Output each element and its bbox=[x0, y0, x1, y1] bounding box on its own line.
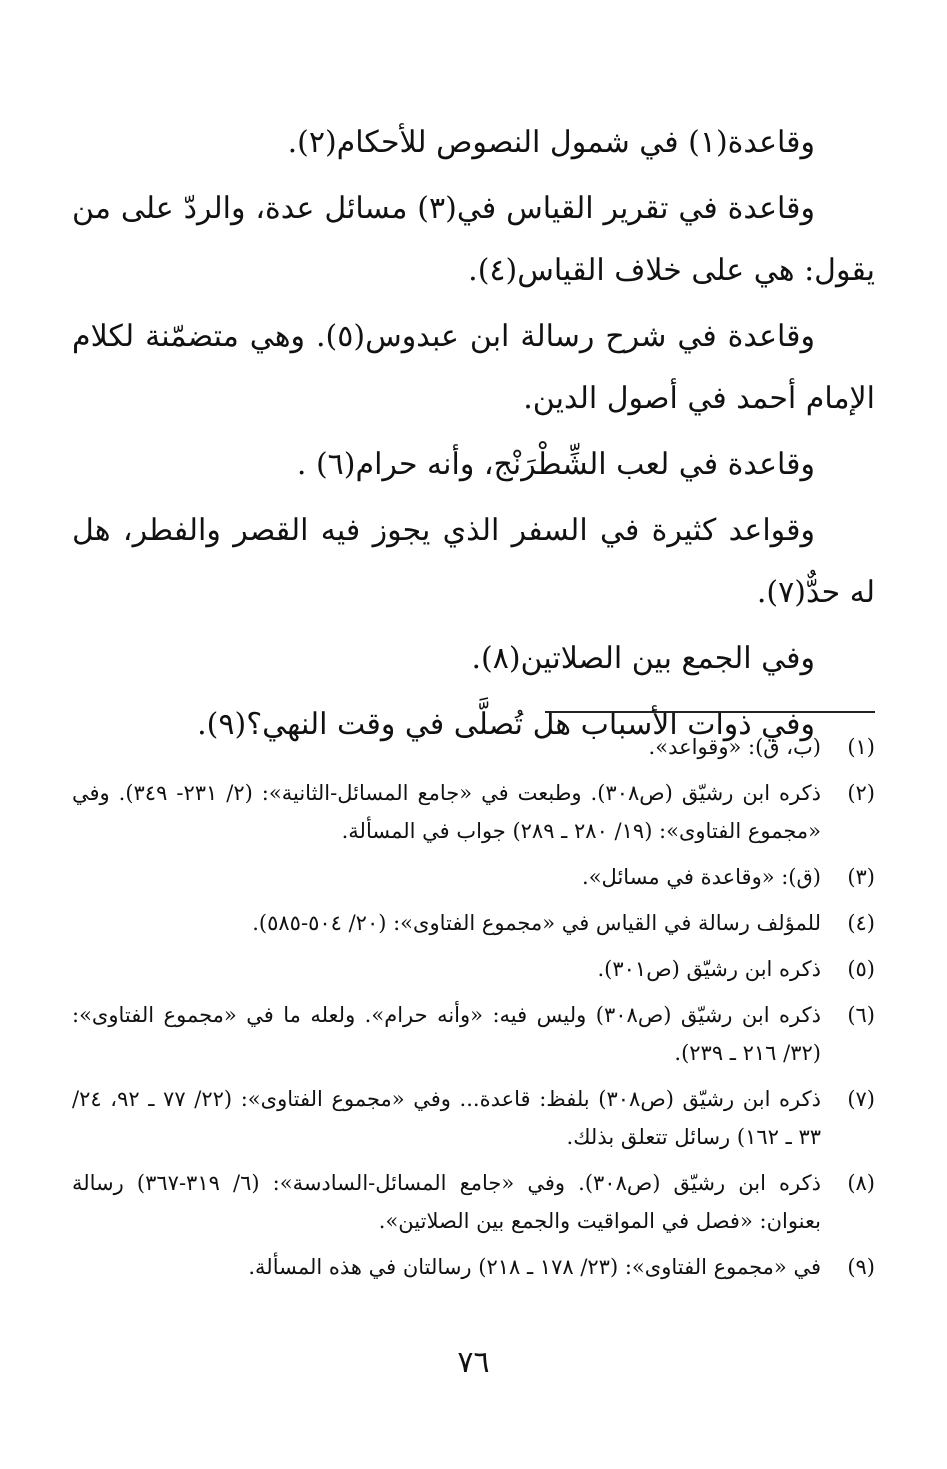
footnote-number: (٧) bbox=[847, 1087, 875, 1111]
footnote bbox=[72, 728, 875, 766]
footnote bbox=[72, 1248, 875, 1286]
footnote-text: للمؤلف رسالة في القياس في «مجموع الفتاوى»: (٢٠/ ٥٠٤-٥٨٥). bbox=[252, 911, 821, 935]
main-text bbox=[72, 112, 875, 760]
paragraph: وقواعد كثيرة في السفر الذي يجوز فيه القصر والفطر، هل له حدٌّ(٧). bbox=[72, 513, 875, 610]
footnote bbox=[72, 1080, 875, 1156]
footnote bbox=[72, 904, 875, 942]
footnote-number: (٤) bbox=[847, 911, 875, 935]
paragraph: وفي ذوات الأسباب هل تُصلَّى في وقت النهي؟(٩). bbox=[197, 707, 815, 742]
paragraph: وقاعدة في شرح رسالة ابن عبدوس(٥). وهي متضمّنة لكلام الإمام أحمد في أصول الدين. bbox=[72, 319, 875, 416]
footnote-text: (ب، ق): «وقواعد». bbox=[648, 735, 821, 759]
footnote bbox=[72, 858, 875, 896]
footnote-number: (٨) bbox=[847, 1171, 875, 1195]
footnote-number: (١) bbox=[847, 735, 875, 759]
page-number: ٧٦ bbox=[457, 1345, 490, 1380]
footnote-text: ذكره ابن رشيّق (ص٣٠٨) وليس فيه: «وأنه حرام». ولعله ما في «مجموع الفتاوى»: (٣٢/ ٢١٦ ـ ٢٣٩). bbox=[72, 1003, 821, 1065]
footnotes bbox=[72, 728, 875, 1294]
footnote-text: (ق): «وقاعدة في مسائل». bbox=[582, 865, 821, 889]
footnote-number: (٣) bbox=[847, 865, 875, 889]
footnote-number: (٥) bbox=[847, 957, 875, 981]
paragraph: وقاعدة(١) في شمول النصوص للأحكام(٢). bbox=[287, 125, 815, 160]
footnote bbox=[72, 996, 875, 1072]
paragraph: وقاعدة في لعب الشِّطْرَنْج، وأنه حرام(٦) . bbox=[296, 447, 815, 482]
footnote-text: ذكره ابن رشيّق (ص٣٠٨). وطبعت في «جامع المسائل-الثانية»: (٢/ ٢٣١- ٣٤٩). وفي «مجموع الفتاوى»: (١٩/ ٢٨٠ ـ ٢٨٩) جواب في المسألة. bbox=[72, 781, 821, 843]
footnote-number: (٩) bbox=[847, 1255, 875, 1279]
footnote-text: في «مجموع الفتاوى»: (٢٣/ ١٧٨ ـ ٢١٨) رسالتان في هذه المسألة. bbox=[248, 1255, 821, 1279]
footnote-text: ذكره ابن رشيّق (ص٣٠١). bbox=[597, 957, 821, 981]
footnote bbox=[72, 1164, 875, 1240]
footnote-text: ذكره ابن رشيّق (ص٣٠٨). وفي «جامع المسائل-السادسة»: (٦/ ٣١٩-٣٦٧) رسالة بعنوان: «فصل في المواقيت والجمع بين الصلاتين». bbox=[72, 1171, 821, 1233]
footnote bbox=[72, 774, 875, 850]
footnote bbox=[72, 950, 875, 988]
footnote-number: (٦) bbox=[847, 1003, 875, 1027]
footnote-divider bbox=[545, 711, 875, 713]
footnote-number: (٢) bbox=[847, 781, 875, 805]
paragraph: وقاعدة في تقرير القياس في(٣) مسائل عدة، والردّ على من يقول: هي على خلاف القياس(٤). bbox=[72, 191, 875, 288]
paragraph: وفي الجمع بين الصلاتين(٨). bbox=[471, 641, 815, 676]
footnote-text: ذكره ابن رشيّق (ص٣٠٨) بلفظ: قاعدة... وفي «مجموع الفتاوى»: (٢٢/ ٧٧ ـ ٩٢، ٢٤/ ٣٣ ـ ١٦٢) رسائل تتعلق بذلك. bbox=[72, 1087, 821, 1149]
